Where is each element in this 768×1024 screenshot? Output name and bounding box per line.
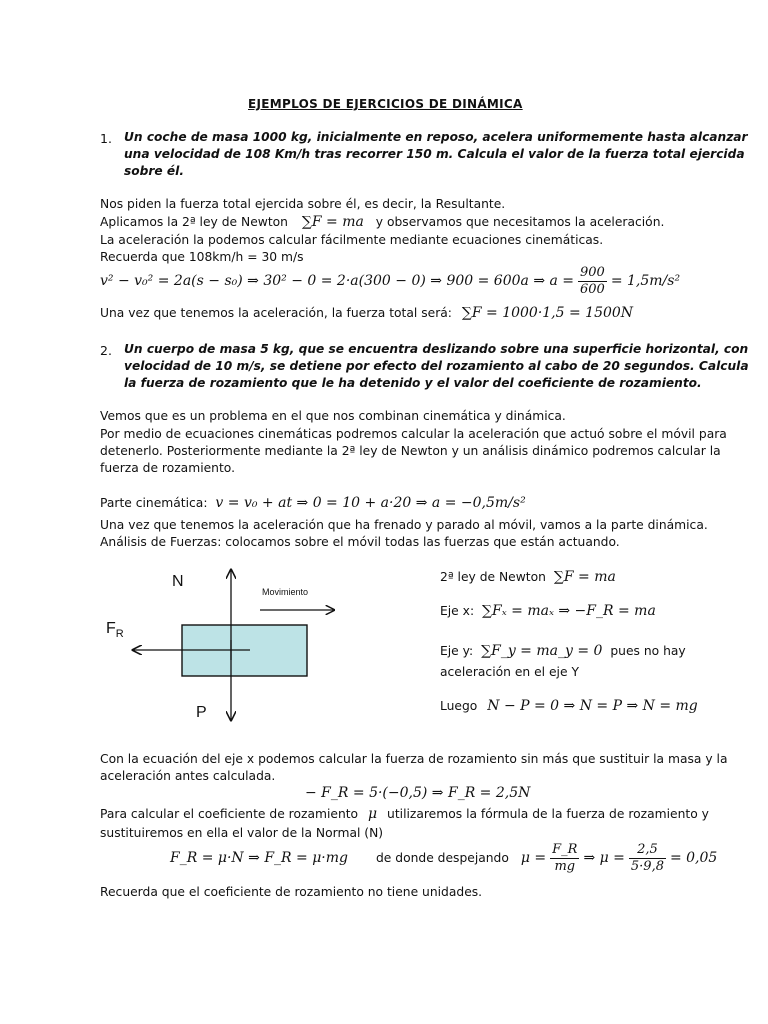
page-title: EJEMPLOS DE EJERCICIOS DE DINÁMICA	[248, 97, 523, 111]
p1-text-4: Recuerda que 108km/h = 30 m/s	[100, 250, 304, 264]
p1-text-3: La aceleración la podemos calcular fácilmente mediante ecuaciones cinemáticas.	[100, 233, 604, 247]
p2-text-4: fuerza de rozamiento.	[100, 461, 236, 475]
p1-force-equation: ∑F = 1000·1,5 = 1500N	[461, 305, 634, 321]
mu-f2-den: 5·9,8	[630, 859, 664, 874]
analysis-newton-label: 2ª ley de Newton	[440, 570, 546, 584]
mu-eq-b1: μ =	[520, 850, 547, 866]
p2-text-11: Recuerda que el coeficiente de rozamiento no tiene unidades.	[100, 885, 483, 899]
p2-text-9	[100, 806, 709, 822]
problem-1-number: 1.	[100, 131, 112, 146]
p2-text-9a: Para calcular el coeficiente de rozamiento	[100, 807, 359, 821]
analysis-conclusion	[440, 698, 698, 714]
problem-1-statement-line-2: una velocidad de 108 Km/h tras recorrer 150 m. Calcula el valor de la fuerza total ejercida	[124, 147, 745, 161]
mu-eq-mid: de donde despejando	[375, 851, 509, 865]
analysis-y-note: pues no hay	[610, 644, 686, 658]
p1-eq-main: v² − v₀² = 2a(s − s₀) ⇒ 30² − 0 = 2·a(300 − 0) ⇒ 900 = 600a ⇒ a =	[100, 273, 575, 289]
problem-1-statement-line-3: sobre él.	[124, 164, 184, 178]
problem-2-statement-line-3: la fuerza de rozamiento que le ha detenido y el valor del coeficiente de rozamiento.	[124, 376, 702, 390]
p2-text-10: sustituiremos en ella el valor de la Normal (N)	[100, 826, 384, 840]
problem-2-statement-line-2: velocidad de 10 m/s, se detiene por efecto del rozamiento al cabo de 20 segundos. Calcula	[124, 359, 749, 373]
label-friction-sub: R	[115, 628, 124, 641]
p1-eq-num: 900	[580, 265, 605, 280]
analysis-y-eq: ∑F_y = ma_y = 0	[481, 643, 603, 659]
p1-eq-result: = 1,5m/s²	[610, 273, 681, 289]
label-movement: Movimiento	[262, 587, 309, 597]
mu-eq-res: = 0,05	[669, 850, 718, 866]
analysis-newton-eq: ∑F = ma	[553, 569, 616, 585]
mu-symbol: μ	[368, 806, 378, 822]
p2-text-6: Análisis de Fuerzas: colocamos sobre el móvil todas las fuerzas que están actuando.	[100, 535, 620, 549]
mu-f2-num: 2,5	[629, 842, 666, 859]
newton-law-equation: ∑F = ma	[301, 214, 364, 230]
p2-cin-equation: v = v₀ + at ⇒ 0 = 10 + a·20 ⇒ a = −0,5m/s²	[215, 495, 526, 511]
mu-f1-num: F_R	[552, 842, 578, 857]
problem-1-statement-line-1: Un coche de masa 1000 kg, inicialmente en reposo, acelera uniformemente hasta alcanzar	[124, 130, 748, 144]
analysis-x-eq: ∑Fₓ = maₓ ⇒ −F_R = ma	[482, 603, 656, 619]
analysis-newton	[440, 569, 616, 585]
force-diagram	[100, 560, 360, 730]
friction-force-equation: − F_R = 5·(−0,5) ⇒ F_R = 2,5N	[305, 785, 531, 801]
p2-text-1: Vemos que es un problema en el que nos combinan cinemática y dinámica.	[100, 409, 566, 423]
p2-kinematics-line	[100, 495, 526, 511]
mu-eq-b2: ⇒ μ =	[583, 850, 625, 866]
p1-kinematics-equation	[100, 265, 680, 298]
p2-text-3: detenerlo. Posteriormente mediante la 2ª ley de Newton y un análisis dinámico podremos calcular la	[100, 444, 721, 458]
problem-2-number: 2.	[100, 343, 112, 358]
analysis-conclusion-eq: N − P = 0 ⇒ N = P ⇒ N = mg	[487, 698, 698, 714]
problem-2-statement-line-1: Un cuerpo de masa 5 kg, que se encuentra deslizando sobre una superficie horizontal, con	[124, 342, 749, 356]
mu-f1-den: mg	[554, 859, 576, 874]
analysis-y-note-2: aceleración en el eje Y	[440, 665, 579, 679]
analysis-y-axis	[440, 643, 686, 659]
p2-text-5: Una vez que tenemos la aceleración que ha frenado y parado al móvil, vamos a la parte dinámica.	[100, 518, 708, 532]
analysis-y-label: Eje y:	[440, 644, 474, 658]
label-weight: P	[196, 704, 207, 721]
p1-eq-den: 600	[580, 282, 605, 297]
p1-text-5a: Una vez que tenemos la aceleración, la fuerza total será:	[100, 306, 452, 320]
label-friction	[106, 620, 124, 640]
mu-equation-row	[170, 842, 717, 875]
p2-text-2: Por medio de ecuaciones cinemáticas podremos calcular la aceleración que actuó sobre el móvil para	[100, 427, 727, 441]
p1-text-2a: Aplicamos la 2ª ley de Newton	[100, 215, 288, 229]
label-normal: N	[172, 573, 184, 590]
label-friction-main: F	[106, 620, 116, 637]
analysis-x-label: Eje x:	[440, 604, 475, 618]
p2-text-7: Con la ecuación del eje x podemos calcular la fuerza de rozamiento sin más que sustituir la masa y la	[100, 752, 728, 766]
p1-text-5	[100, 305, 633, 321]
analysis-conclusion-label: Luego	[440, 699, 478, 713]
mu-eq-a: F_R = μ·N ⇒ F_R = μ·mg	[170, 850, 348, 866]
p1-text-1: Nos piden la fuerza total ejercida sobre él, es decir, la Resultante.	[100, 197, 506, 211]
analysis-x-axis	[440, 603, 656, 619]
p2-text-8: aceleración antes calculada.	[100, 769, 276, 783]
p2-cin-label: Parte cinemática:	[100, 496, 208, 510]
p2-text-9b: utilizaremos la fórmula de la fuerza de rozamiento y	[387, 807, 709, 821]
p1-text-2	[100, 214, 664, 230]
p1-text-2b: y observamos que necesitamos la aceleración.	[375, 215, 665, 229]
